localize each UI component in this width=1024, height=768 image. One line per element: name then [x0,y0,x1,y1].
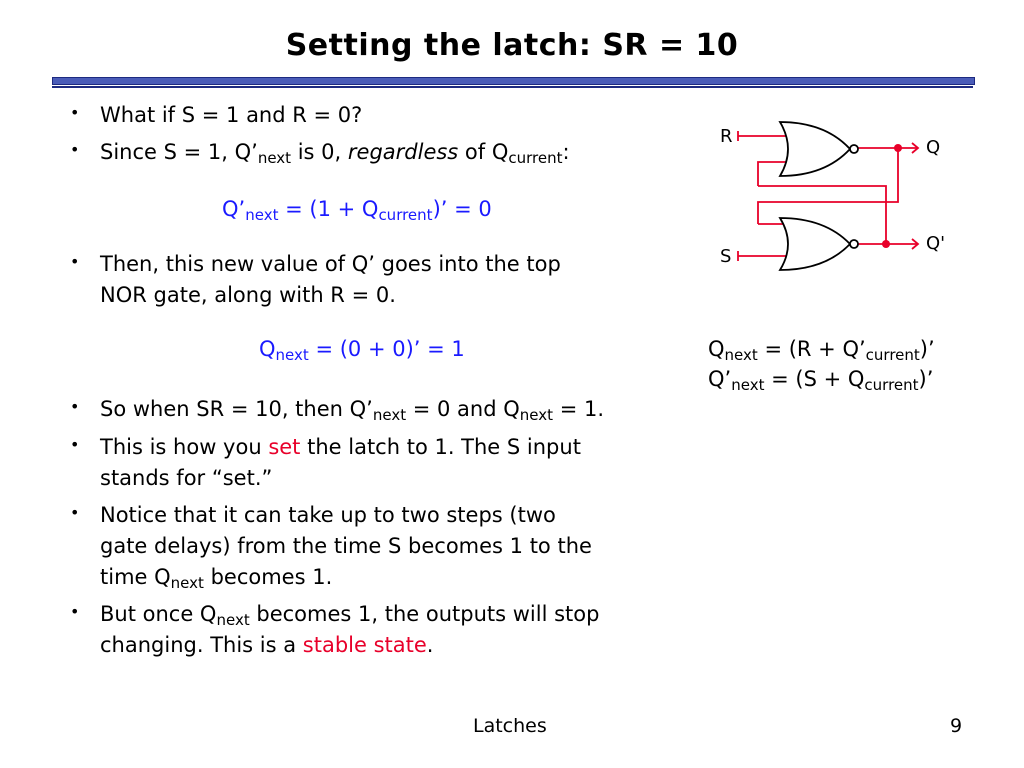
bullet-text: time $Q_{next}$ becomes 1. [100,565,333,592]
nor-gate-bottom [780,218,850,270]
bullet-text: gate delays) from the time S becomes 1 to the [100,534,592,558]
bullet-marker: • [70,140,80,159]
equation-qprime: $Q’_{next} = (1 + Q_{current})$’ = 0 [222,197,492,224]
equation-q: $Q_{next} = (0 + 0)$’ = 1 [259,337,465,364]
bullet-marker: • [70,252,80,271]
junction-dot-qprime [882,240,890,248]
bullet-text: What if S = 1 and R = 0? [100,103,363,127]
label-r: R [720,126,733,147]
bullet-text: stands for “set.” [100,466,273,490]
bullet-marker: • [70,503,80,522]
bullet-marker: • [70,602,80,621]
footer-title: Latches [473,715,547,737]
bullet-text: changing. This is a stable state. [100,633,434,657]
junction-dot-q [894,144,902,152]
nor-gate-top [780,122,850,176]
bullet-marker: • [70,397,80,416]
bullet-marker: • [70,435,80,454]
bullet-text: Since S = 1, $Q’_{next}$ is 0, regardless of $Q_{current}$: [100,140,570,167]
bullet-marker: • [70,103,80,122]
nor-gates [780,122,858,270]
bullet-text: Notice that it can take up to two steps (two [100,503,556,527]
label-q: Q [926,137,941,158]
title-divider-thin [52,86,973,88]
nor-gate-top-bubble [850,145,858,153]
bullet-text: So when SR = 10, then $Q’_{next} = 0$ and $Q_{next} = 1$. [100,397,604,424]
latch-equation-q: $Q_{next} = (R$ + $Q’_{current}$)’ [708,337,935,364]
bullet-text: NOR gate, along with R = 0. [100,283,396,307]
bullet-text: This is how you set the latch to 1. The S input [100,435,581,459]
nor-gate-bottom-bubble [850,240,858,248]
page-number: 9 [950,715,963,737]
label-s: S [720,246,732,267]
sr-latch-diagram [700,118,960,278]
bullet-text: But once $Q_{next}$ becomes 1, the outputs will stop [100,602,600,629]
slide-title: Setting the latch: SR = 10 [285,28,739,63]
label-qprime: Q' [926,233,946,254]
bullet-text: Then, this new value of Q’ goes into the top [100,252,561,276]
latch-equation-qprime: $Q’_{next} = (S + Q_{current})$’ [708,367,934,394]
title-divider [52,77,975,85]
